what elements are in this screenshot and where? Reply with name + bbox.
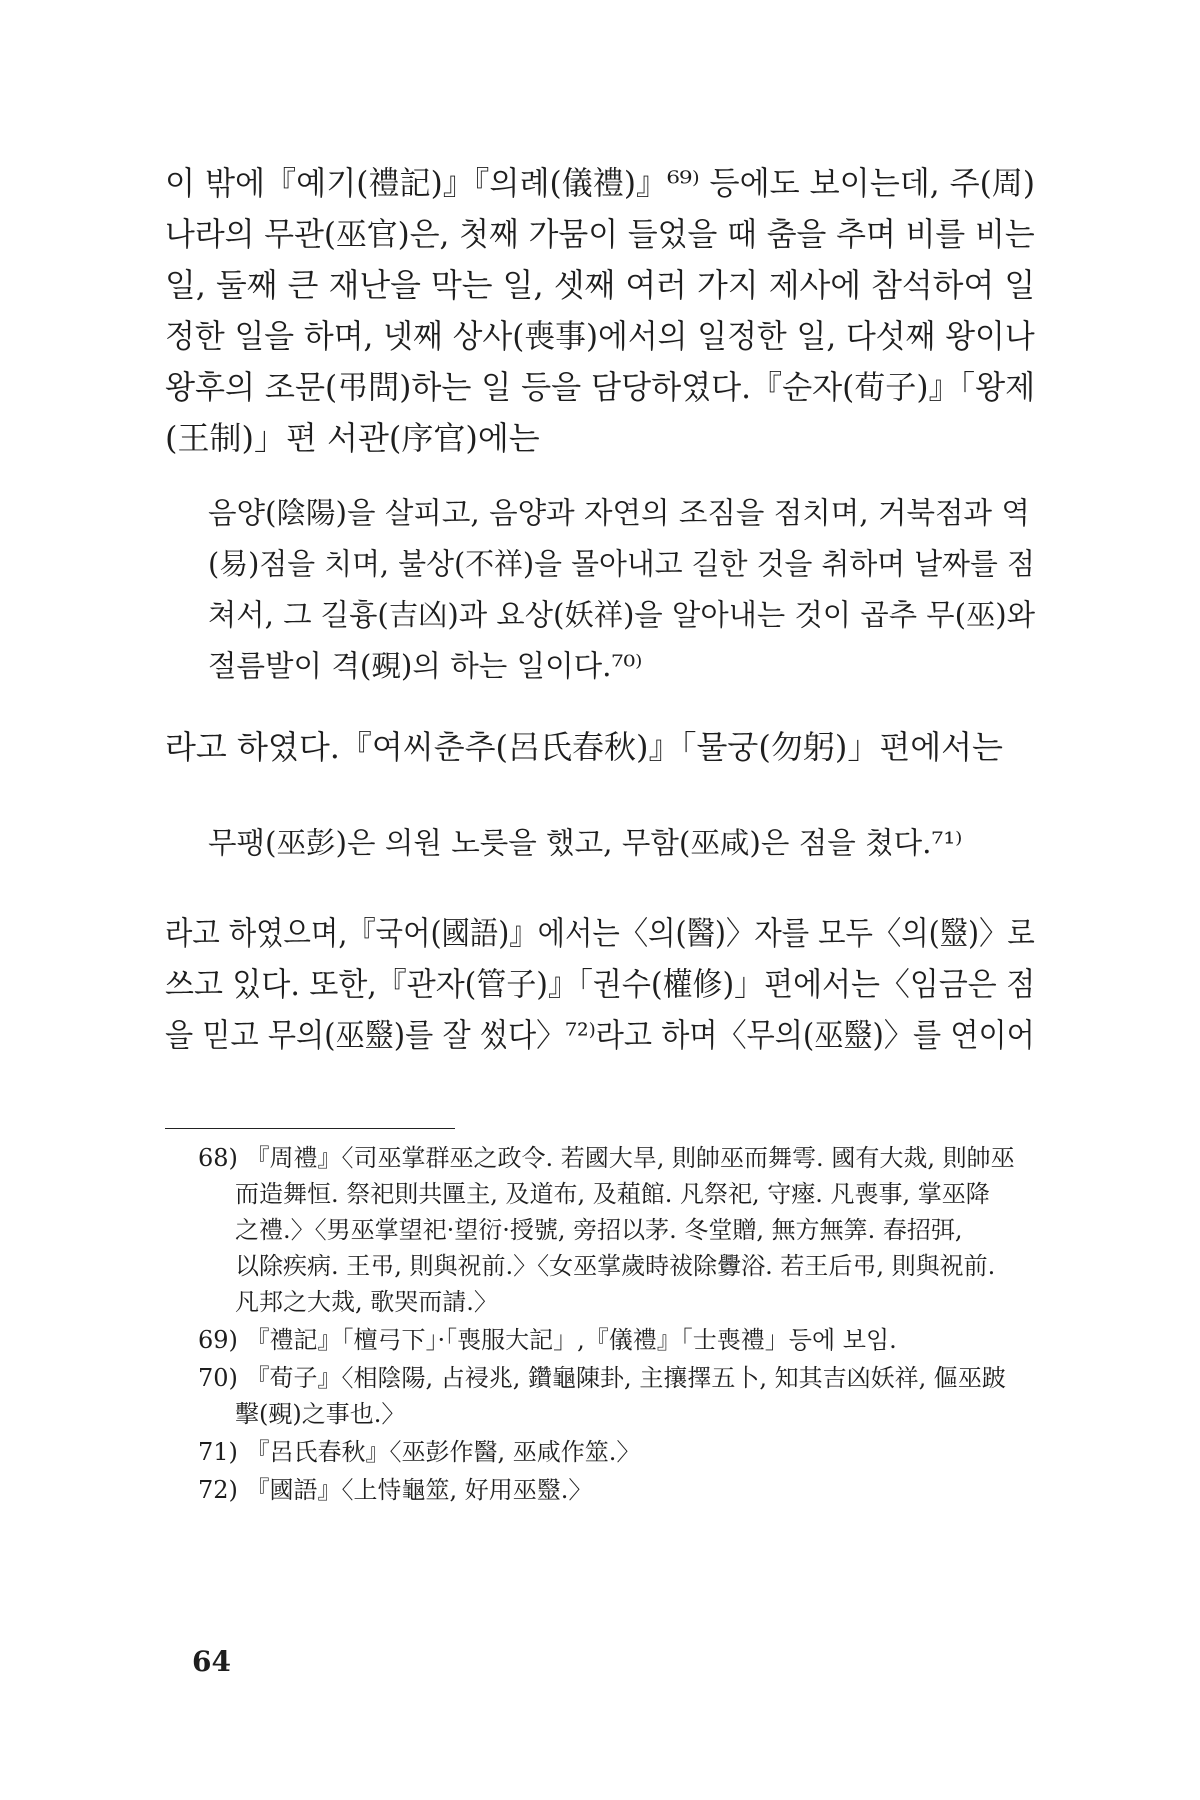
footnote-70-text: 『荀子』〈相陰陽, 占祲兆, 鑽龜陳卦, 主攘擇五卜, 知其吉凶妖祥, 傴巫跛 xyxy=(245,1364,1006,1392)
footnote-70-number: 70) xyxy=(198,1364,238,1392)
quote-1-line-4: 절름발이 격(覡)의 하는 일이다.⁷⁰⁾ xyxy=(208,649,643,683)
paragraph-1-line-1: 이 밖에『예기(禮記)』『의례(儀禮)』⁶⁹⁾ 등에도 보이는데, 주(周) xyxy=(165,164,1035,202)
paragraph-1-line-2: 나라의 무관(巫官)은, 첫째 가뭄이 들었을 때 춤을 추며 비를 비는 xyxy=(165,215,1035,253)
footnote-71-text: 『呂氏春秋』〈巫彭作醫, 巫咸作筮.〉 xyxy=(245,1438,641,1466)
footnote-69-text: 『禮記』「檀弓下」·「喪服大記」,『儀禮』「士喪禮」등에 보임. xyxy=(245,1326,897,1354)
footnote-68-line-2: 而造舞恒. 祭祀則共匰主, 及道布, 及蒩館. 凡祭祀, 守瘞. 凡喪事, 掌巫降 xyxy=(235,1180,990,1208)
quote-1-line-2: (易)점을 치며, 불상(不祥)을 몰아내고 길한 것을 취하며 날짜를 점 xyxy=(208,547,1035,581)
footnote-69-number: 69) xyxy=(198,1326,238,1354)
footnote-70-line-2: 擊(覡)之事也.〉 xyxy=(235,1400,406,1428)
footnote-69 xyxy=(198,1320,897,1355)
footnote-68-number: 68) xyxy=(198,1144,238,1172)
paragraph-1-line-5: 왕후의 조문(弔問)하는 일 등을 담당하였다.『순자(荀子)』「왕제 xyxy=(165,368,1036,406)
paragraph-1-line-4: 정한 일을 하며, 넷째 상사(喪事)에서의 일정한 일, 다섯째 왕이나 xyxy=(165,317,1035,355)
quote-2: 무팽(巫彭)은 의원 노릇을 했고, 무함(巫咸)은 점을 쳤다.⁷¹⁾ xyxy=(208,826,963,860)
quote-1-line-1: 음양(陰陽)을 살피고, 음양과 자연의 조짐을 점치며, 거북점과 역 xyxy=(208,496,1030,530)
paragraph-1-line-3: 일, 둘째 큰 재난을 막는 일, 셋째 여러 가지 제사에 참석하여 일 xyxy=(165,266,1036,304)
footnote-68-line-3: 之禮.〉〈男巫掌望祀·望衍·授號, 旁招以茅. 冬堂贈, 無方無筭. 春招弭, xyxy=(235,1216,963,1244)
paragraph-3-line-2: 쓰고 있다. 또한,『관자(管子)』「권수(權修)」편에서는〈임금은 점 xyxy=(165,965,1036,1003)
footnote-71-number: 71) xyxy=(198,1438,238,1466)
footnote-72-text: 『國語』〈上恃龜筮, 好用巫毉.〉 xyxy=(245,1476,593,1504)
footnote-separator xyxy=(165,1128,455,1129)
footnote-68-text: 『周禮』〈司巫掌群巫之政令. 若國大旱, 則帥巫而舞雩. 國有大烖, 則帥巫 xyxy=(245,1144,1015,1172)
paragraph-3-line-1: 라고 하였으며,『국어(國語)』에서는〈의(醫)〉자를 모두〈의(毉)〉로 xyxy=(165,914,1035,952)
page-number: 64 xyxy=(192,1645,231,1678)
footnote-68-line-5: 凡邦之大烖, 歌哭而請.〉 xyxy=(235,1288,498,1316)
quote-1-line-3: 쳐서, 그 길흉(吉凶)과 요상(妖祥)을 알아내는 것이 곱추 무(巫)와 xyxy=(208,598,1036,632)
footnote-72-number: 72) xyxy=(198,1476,238,1504)
footnote-71 xyxy=(198,1432,640,1467)
footnote-70-line-1 xyxy=(198,1358,1006,1393)
footnote-68-line-4: 以除疾病. 王弔, 則與祝前.〉〈女巫掌歲時祓除釁浴. 若王后弔, 則與祝前. xyxy=(235,1252,996,1280)
paragraph-2: 라고 하였다.『여씨춘추(呂氏春秋)』「물궁(勿躬)」편에서는 xyxy=(165,728,1003,766)
paragraph-1-line-6: (王制)」편 서관(序官)에는 xyxy=(165,419,540,457)
paragraph-3-line-3: 을 믿고 무의(巫毉)를 잘 썼다〉⁷²⁾라고 하며〈무의(巫毉)〉를 연이어 xyxy=(165,1016,1035,1054)
footnote-72 xyxy=(198,1470,592,1505)
footnote-68-line-1 xyxy=(198,1138,1015,1173)
